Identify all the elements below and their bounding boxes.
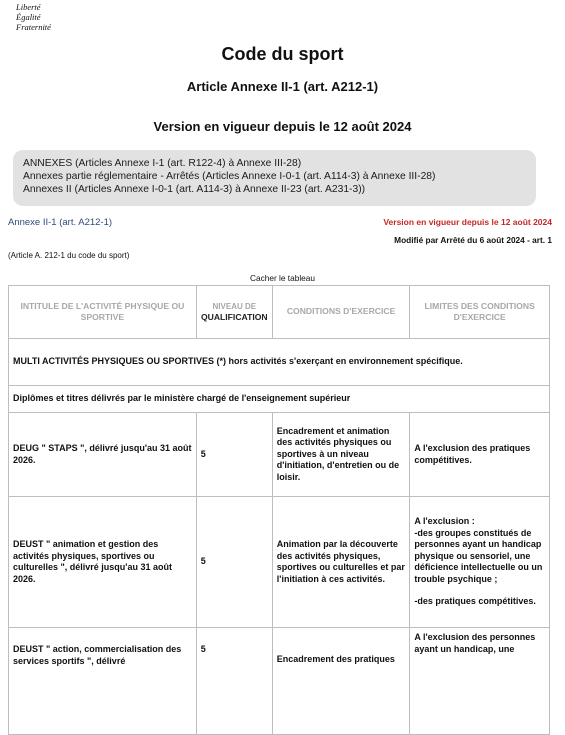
cell-limits — [410, 413, 550, 497]
section-diplomas: Diplômes et titres délivrés par le ministère chargé de l'enseignement supérieur — [9, 386, 550, 413]
limits-intro: A l'exclusion : — [414, 516, 475, 527]
motto-fraternite: Fraternité — [16, 22, 51, 32]
annex-link[interactable]: Annexe II-1 (art. A212-1) — [8, 217, 113, 228]
table-header-row — [9, 286, 550, 339]
header-limits: LIMITES DES CONDITIONS D'EXERCICE — [410, 286, 550, 339]
cell-title: DEUG " STAPS ", délivré jusqu'au 31 août 2026. — [9, 413, 197, 497]
header-level — [196, 286, 272, 339]
cell-conditions: Encadrement des pratiques — [272, 628, 410, 735]
motto-egalite: Égalité — [16, 12, 41, 22]
article-subtitle: Article Annexe II-1 (art. A212-1) — [186, 79, 379, 94]
article-reference: (Article A. 212-1 du code du sport) — [8, 251, 130, 260]
limits-text: A l'exclusion des personnes ayant un handicap, une — [414, 632, 536, 654]
hide-table-toggle[interactable]: Cacher le tableau — [249, 273, 316, 283]
modified-by-link[interactable]: Modifié par Arrêté du 6 août 2024 - art. 1 — [394, 235, 552, 245]
section-multi-activities: MULTI ACTIVITÉS PHYSIQUES OU SPORTIVES (*) hors activités s'exerçant en environnement spécifique. — [9, 339, 550, 386]
breadcrumb-link-annexes[interactable]: ANNEXES (Articles Annexe I-1 (art. R122-4) à Annexe III-28) — [23, 158, 302, 169]
breadcrumb-link-partie-reglementaire[interactable]: Annexes partie réglementaire - Arrêtés (Articles Annexe I-0-1 (art. A114-3) à Annexe III-28) — [23, 171, 436, 182]
cell-title: DEUST " animation et gestion des activités physiques, sportives ou culturelles ", délivré jusqu'au 31 août 2026. — [9, 497, 197, 628]
cell-limits — [410, 497, 550, 628]
breadcrumb-box — [13, 150, 536, 206]
header-conditions: CONDITIONS D'EXERCICE — [272, 286, 410, 339]
page-title: Code du sport — [221, 44, 344, 64]
cell-level: 5 — [196, 497, 272, 628]
version-heading: Version en vigueur depuis le 12 août 2024 — [153, 119, 412, 134]
republic-motto — [16, 2, 51, 32]
header-level-line1: NIVEAU DE — [212, 301, 257, 311]
cell-level: 5 — [196, 413, 272, 497]
limits-item: -des pratiques compétitives. — [414, 596, 536, 607]
cell-limits — [410, 628, 550, 735]
limits-item: -des groupes constitués de personnes ayant un handicap physique ou sensoriel, une déficience intellectuelle ou un trouble psychique ; — [414, 527, 543, 584]
qualification-table — [8, 285, 550, 735]
limits-text: A l'exclusion des pratiques compétitives. — [414, 443, 531, 465]
table-row — [9, 497, 550, 628]
cell-conditions: Encadrement et animation des activités physiques ou sportives à un niveau d'initiation, d'entretien ou de loisir. — [272, 413, 410, 497]
cell-title: DEUST " action, commercialisation des services sportifs ", délivré — [9, 628, 197, 735]
motto-liberte: Liberté — [16, 2, 41, 12]
breadcrumb-link-annexes-ii[interactable]: Annexes II (Articles Annexe I-0-1 (art. A114-3) à Annexe II-23 (art. A231-3)) — [23, 184, 366, 195]
cell-level: 5 — [196, 628, 272, 735]
section-row — [9, 339, 550, 386]
cell-conditions: Animation par la découverte des activités physiques, sportives ou culturelles et par l'initiation à ces activités. — [272, 497, 410, 628]
header-level-line2: QUALIFICATION — [200, 312, 268, 322]
table-row — [9, 628, 550, 735]
version-badge: Version en vigueur depuis le 12 août 2024 — [383, 217, 552, 227]
header-activity: INTITULE DE L'ACTIVITÉ PHYSIQUE OU SPORTIVE — [9, 286, 197, 339]
section-row — [9, 386, 550, 413]
table-row — [9, 413, 550, 497]
